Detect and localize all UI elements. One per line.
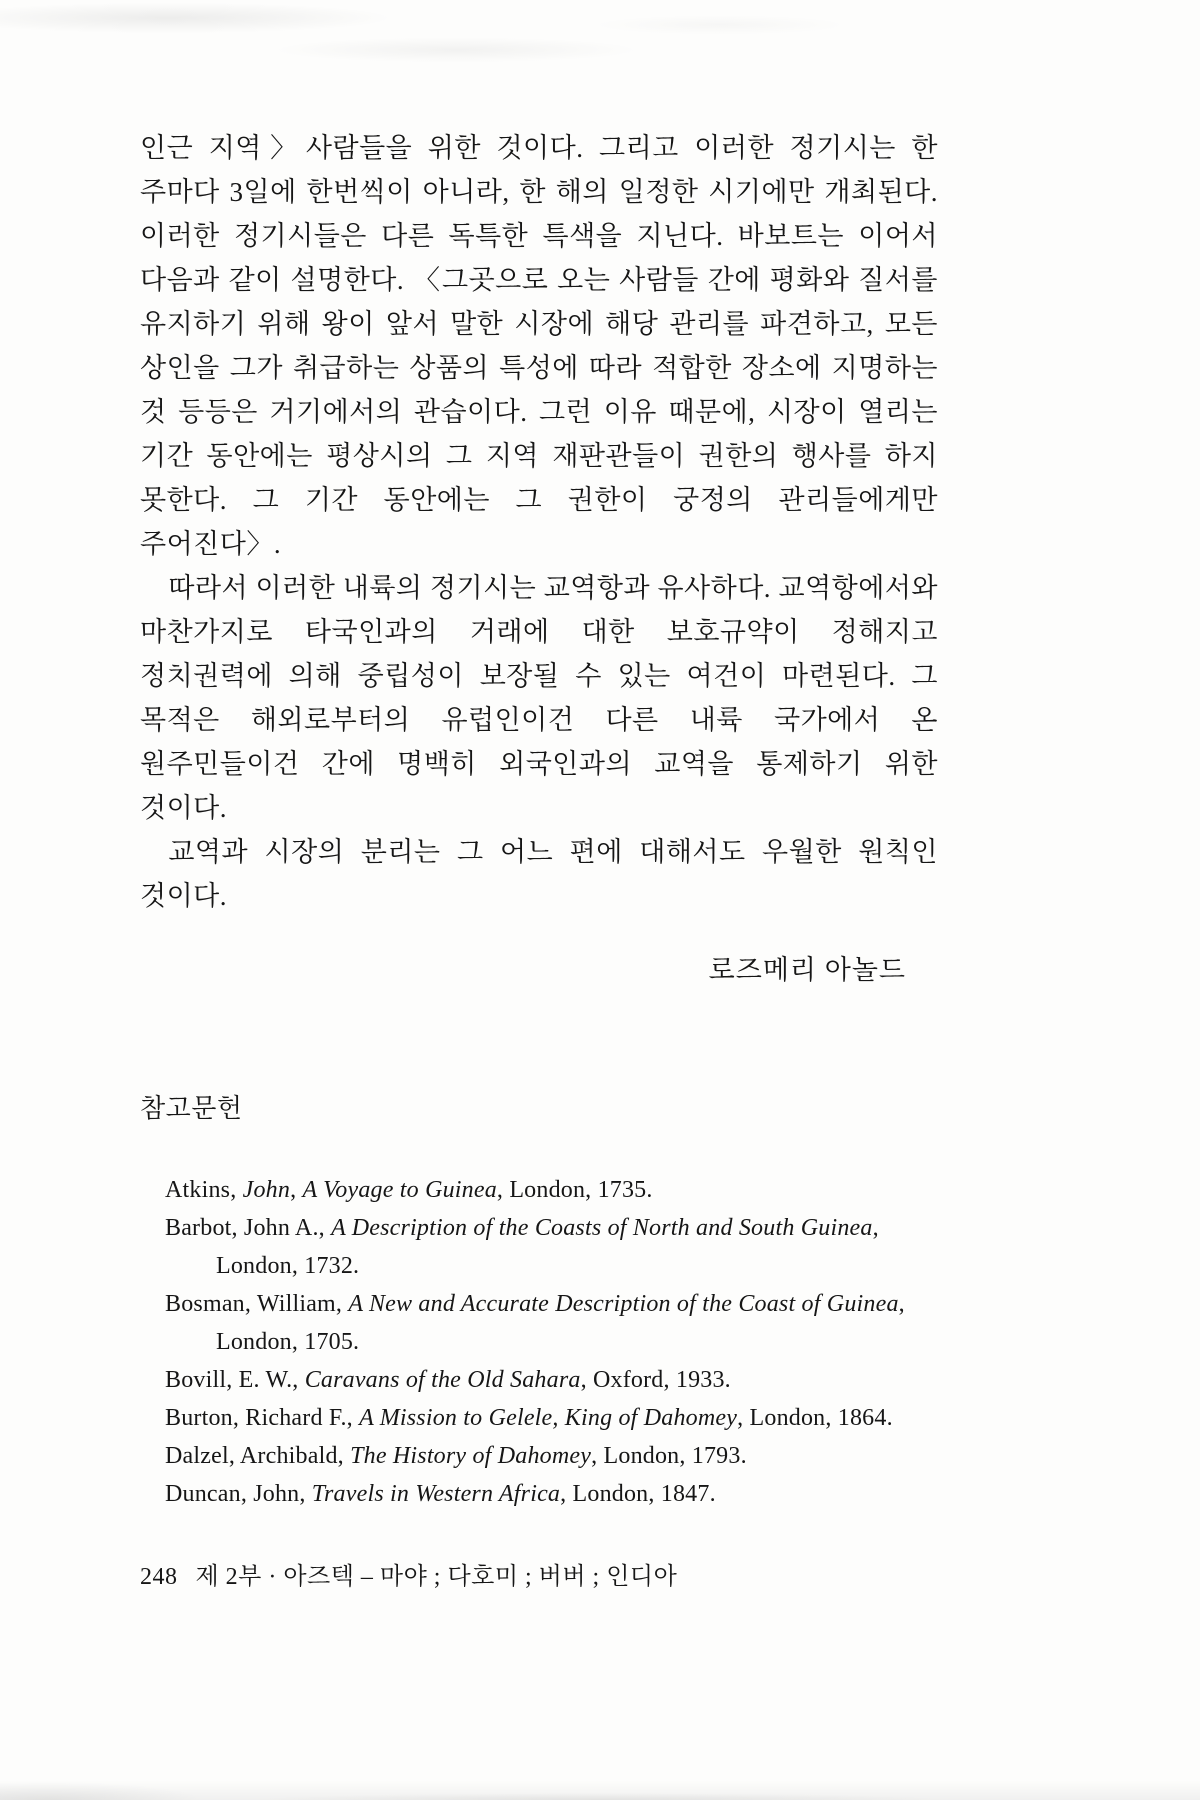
page-footer	[140, 1561, 938, 1593]
reference-title-segment: The History of Dahomey	[350, 1443, 592, 1469]
reference-text-segment: Bovill, E. W.,	[165, 1367, 305, 1393]
reference-title-segment: A Voyage to Guinea	[302, 1177, 497, 1203]
reference-text-segment: , London, 1735.	[496, 1177, 653, 1203]
reference-title-segment: A Mission to Gelele, King of Dahomey	[359, 1405, 738, 1431]
body-paragraph: 따라서 이러한 내륙의 정기시는 교역항과 유사하다. 교역항에서와 마찬가지로 타국인과의 거래에 대한 보호규약이 정해지고 정치권력에 의해 중립성이 보장될 수 있는 여건이 마련된다. 그 목적은 해외로부터의 유럽인이건 다른 내륙 국가에서 온 원주민들이건 간에 명백히 외국인과의 교역을 통제하기 위한 것이다.	[140, 573, 938, 823]
reference-title-segment: A Description of the Coasts of North and South Guinea	[331, 1215, 873, 1241]
reference-title-segment: John	[242, 1177, 291, 1203]
reference-text-segment: Barbot, John A.,	[165, 1215, 332, 1241]
reference-text-segment: , London, 1705.	[216, 1291, 905, 1355]
reference-text-segment: Dalzel, Archibald,	[165, 1443, 351, 1469]
reference-text-segment: , London, 1732.	[216, 1215, 879, 1279]
reference-text-segment: ,	[290, 1177, 303, 1203]
reference-entry	[165, 1437, 938, 1475]
body-paragraphs	[140, 126, 938, 918]
page-number: 248	[140, 1564, 178, 1590]
reference-entry	[165, 1171, 938, 1209]
reference-entry	[165, 1399, 938, 1437]
reference-text-segment: Duncan, John,	[165, 1481, 312, 1507]
reference-entry	[165, 1361, 938, 1399]
reference-text-segment: , London, 1847.	[560, 1481, 716, 1507]
reference-title-segment: Caravans of the Old Sahara	[304, 1367, 581, 1393]
reference-text-segment: , London, 1864.	[737, 1405, 893, 1431]
reference-text-segment: , London, 1793.	[591, 1443, 747, 1469]
reference-text-segment: Burton, Richard F.,	[165, 1405, 360, 1431]
body-paragraph: 교역과 시장의 분리는 그 어느 편에 대해서도 우월한 원칙인 것이다.	[140, 837, 938, 911]
reference-entry	[165, 1285, 938, 1361]
reference-text-segment: Atkins,	[165, 1177, 243, 1203]
footer-text: 제 2부 · 아즈텍 – 마야 ; 다호미 ; 버버 ; 인디아	[195, 1564, 678, 1590]
author-signature: 로즈메리 아놀드	[708, 955, 906, 985]
scan-artifact-top	[0, 0, 1200, 80]
reference-text-segment: Bosman, William,	[165, 1291, 349, 1317]
reference-text-segment: , Oxford, 1933.	[580, 1367, 731, 1393]
reference-entry	[165, 1209, 938, 1285]
reference-list	[140, 1171, 938, 1513]
body-paragraph: 인근 지역〉사람들을 위한 것이다. 그리고 이러한 정기시는 한 주마다 3일에 한번씩이 아니라, 한 해의 일정한 시기에만 개최된다. 이러한 정기시들은 다른 독특한 특색을 지닌다. 바보트는 이어서 다음과 같이 설명한다. 〈그곳으로 오는 사람들 간에 평화와 질서를 유지하기 위해 왕이 앞서 말한 시장에 해당 관리를 파견하고, 모든 상인을 그가 취급하는 상품의 특성에 따라 적합한 장소에 지명하는 것 등등은 거기에서의 관습이다. 그런 이유 때문에, 시장이 열리는 기간 동안에는 평상시의 그 지역 재판관들이 권한의 행사를 하지 못한다. 그 기간 동안에는 그 권한이 궁정의 관리들에게만 주어진다〉.	[140, 133, 938, 559]
reference-title-segment: A New and Accurate Description of the Coast of Guinea	[348, 1291, 899, 1317]
page-content	[140, 126, 938, 1593]
reference-title-segment: Travels in Western Africa	[311, 1481, 561, 1507]
reference-entry	[165, 1475, 938, 1513]
scan-artifact-bottom	[0, 1750, 1200, 1800]
references-heading: 참고문헌	[140, 1093, 243, 1123]
